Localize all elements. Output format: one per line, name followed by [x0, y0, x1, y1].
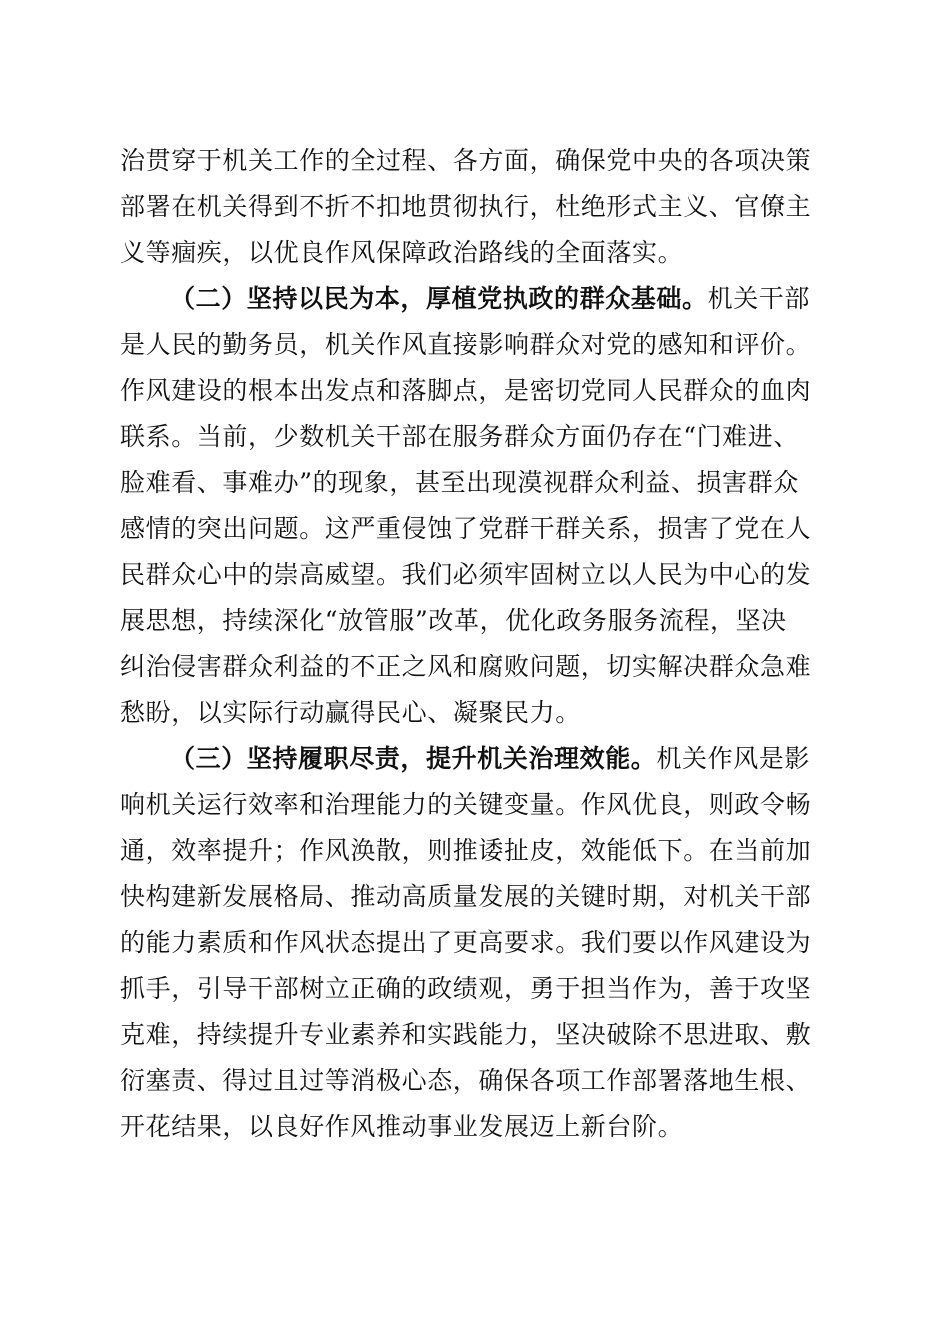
section-two-heading: （二）坚持以民为本，厚植党执政的群众基础。	[170, 284, 708, 313]
text-line: 愁盼，以实际行动赢得民心、凝聚民力。	[120, 698, 581, 727]
text-line: 感情的突出问题。这严重侵蚀了党群干群关系，损害了党在人	[120, 514, 812, 543]
text-line: 是人民的勤务员，机关作风直接影响群众对党的感知和评价。	[120, 330, 812, 359]
text-run: 机关干部	[707, 284, 811, 313]
text-line: 纠治侵害群众利益的不正之风和腐败问题，切实解决群众急难	[120, 652, 812, 681]
section-three-heading: （三）坚持履职尽责，提升机关治理效能。	[170, 744, 657, 773]
text-line: 克难，持续提升专业素养和实践能力，坚决破除不思进取、敷	[120, 1020, 812, 1049]
text-line: 义等痼疾，以优良作风保障政治路线的全面落实。	[120, 238, 684, 267]
text-line: 展思想，持续深化“放管服”改革，优化政务服务流程，坚决	[120, 606, 787, 635]
text-line: 治贯穿于机关工作的全过程、各方面，确保党中央的各项决策	[120, 146, 812, 175]
text-line: 的能力素质和作风状态提出了更高要求。我们要以作风建设为	[120, 928, 812, 957]
text-line: 部署在机关得到不折不扣地贯彻执行，杜绝形式主义、官僚主	[120, 192, 812, 221]
text-line: 响机关运行效率和治理能力的关键变量。作风优良，则政令畅	[120, 790, 812, 819]
text-line: 通，效率提升；作风涣散，则推诿扯皮，效能低下。在当前加	[120, 836, 812, 865]
text-line: 联系。当前，少数机关干部在服务群众方面仍存在“门难进、	[120, 422, 799, 451]
text-line: 衍塞责、得过且过等消极心态，确保各项工作部署落地生根、	[120, 1066, 812, 1095]
text-line: 民群众心中的崇高威望。我们必须牢固树立以人民为中心的发	[120, 560, 812, 589]
document-body	[120, 138, 832, 1150]
text-line: 抓手，引导干部树立正确的政绩观，勇于担当作为，善于攻坚	[120, 974, 812, 1003]
text-line: 作风建设的根本出发点和落脚点，是密切党同人民群众的血肉	[120, 376, 812, 405]
section-two-heading-line	[120, 276, 832, 322]
section-three-heading-line	[120, 736, 832, 782]
text-line: 脸难看、事难办”的现象，甚至出现漠视群众利益、损害群众	[120, 468, 799, 497]
text-line: 开花结果，以良好作风推动事业发展迈上新台阶。	[120, 1112, 684, 1141]
text-run: 机关作风是影	[656, 744, 811, 773]
text-line: 快构建新发展格局、推动高质量发展的关键时期，对机关干部	[120, 882, 812, 911]
